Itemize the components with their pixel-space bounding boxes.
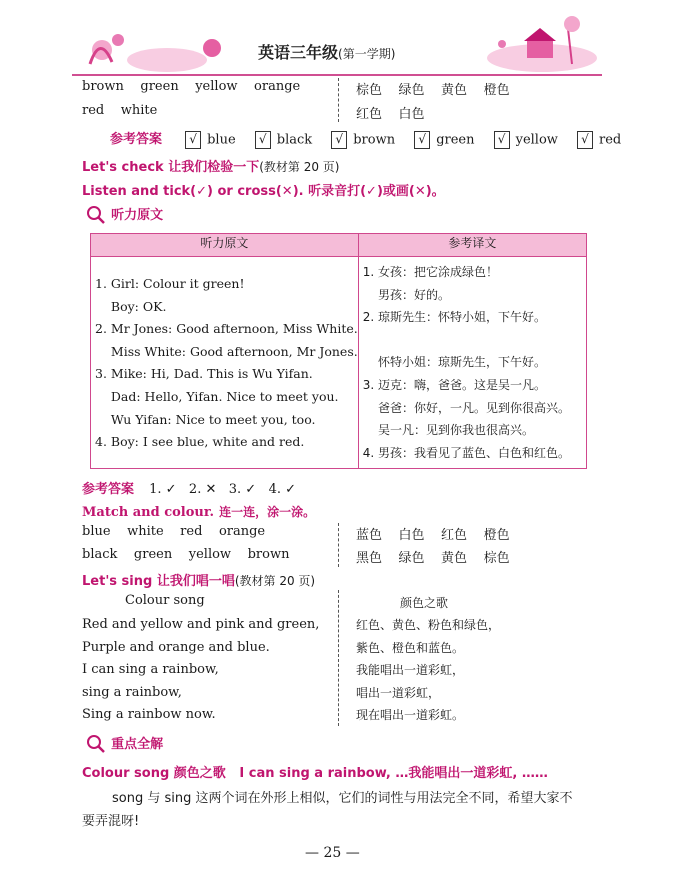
script-line: 1. Girl: Colour it green! [95,276,245,291]
keypoints-heading: Colour song 颜色之歌 I can sing a rainbow, …我能唱出一道彩虹, …… [82,766,548,781]
lyric-line: 唱出一道彩虹， [356,685,441,700]
song-title-en: Colour song [125,593,205,608]
match-row1-en: blue white red orange [82,524,266,539]
lyric-line: Sing a rainbow now. [82,707,216,723]
book-term: (第一学期) [338,47,396,61]
script-line: Wu Yifan: Nice to meet you, too. [95,411,316,427]
song-divider [338,590,339,726]
check-box: √ [255,131,271,149]
check-heading: Let's check 让我们检验一下(教材第 20 页) [82,160,340,175]
song-lyrics-cn [356,614,500,727]
listening-table [90,233,587,469]
match-divider [338,523,339,567]
page-number: — 25 — [305,845,360,861]
col-header-left: 听力原文 [91,234,359,257]
answer2-label: 参考答案 [82,482,135,497]
answer-item: √ green [414,131,474,149]
listening-badge: 听力原文 [86,204,163,225]
script-line: Boy: OK. [95,298,167,314]
answer-item: √ brown [331,131,395,149]
check-box: √ [494,131,510,149]
match-row1-cn: 蓝色 白色 红色 橙色 [356,528,510,543]
match-row2-cn: 黑色 绿色 黄色 棕色 [356,551,510,566]
lyric-line: 我能唱出一道彩虹， [356,663,465,678]
match-heading: Match and colour. 连一连，涂一涂。 [82,505,316,520]
magnifier-icon [86,734,106,754]
script-line: 4. Boy: I see blue, white and red. [95,434,305,450]
vocab-divider [338,78,339,122]
keypoints-para1: song 与 sing 这两个词在外形上相似，它们的词性与用法完全不同，希望大家不 [112,791,573,806]
magnifier-icon [86,205,106,225]
translation-line: 爸爸：你好，一凡。见到你很高兴。 [362,400,570,415]
check-instruction: Listen and tick(✓) or cross(✕). 听录音打(✓)或画(✕)。 [82,184,445,199]
script-line: 3. Mike: Hi, Dad. This is Wu Yifan. [95,366,313,382]
lyric-line: I can sing a rainbow, [82,662,219,678]
answer-item: √ yellow [494,131,558,149]
vocab-row2-en: red white [82,103,158,118]
translation-line: 吴一凡：见到你我也很高兴。 [362,423,534,438]
vocab-row1-en: brown green yellow orange [82,79,301,94]
match-row2-en: black green yellow brown [82,547,290,562]
answer-item: √ blue [185,131,236,149]
script-line: 2. Mr Jones: Good afternoon, Miss White. [95,321,358,337]
answer1-row [110,128,635,149]
translation-line: 怀特小姐：琼斯先生，下午好。 [362,355,546,370]
vocab-row1-cn: 棕色 绿色 黄色 橙色 [356,83,510,98]
song-title-cn: 颜色之歌 [400,596,449,610]
lyric-line: Red and yellow and pink and green, [82,617,320,632]
lyric-line: 紫色、橙色和蓝色。 [356,640,465,655]
answer-item: √ black [255,131,312,149]
listening-left [91,257,359,469]
listening-right [358,257,586,469]
lyric-line: 红色、黄色、粉色和绿色， [356,618,501,632]
answer2-row [82,478,296,497]
answer1-label: 参考答案 [110,132,163,147]
sing-heading: Let's sing 让我们唱一唱(教材第 20 页) [82,574,316,589]
translation-line: 男孩：好的。 [362,287,450,302]
check-box: √ [185,131,201,149]
keypoints-badge: 重点全解 [86,733,163,754]
translation-line: 2. 琼斯先生：怀特小姐，下午好。 [362,310,546,325]
check-box: √ [577,131,593,149]
script-line: Dad: Hello, Yifan. Nice to meet you. [95,388,339,404]
translation-line: 4. 男孩：我看见了蓝色、白色和红色。 [362,445,570,460]
check-box: √ [414,131,430,149]
keypoints-para2: 要弄混呀! [82,814,140,829]
book-title: 英语三年级 [258,43,339,62]
translation-line [363,329,586,352]
lyric-line: Purple and orange and blue. [82,639,270,655]
answer2-text: 1. ✓ 2. ✕ 3. ✓ 4. ✓ [149,482,297,497]
answer-item: √ red [577,131,621,149]
script-line: Miss White: Good afternoon, Mr Jones. [95,343,358,359]
lyric-line: sing a rainbow, [82,684,182,700]
vocab-row2-cn: 红色 白色 [356,107,425,122]
translation-line: 3. 迈克：嗨，爸爸。这是吴一凡。 [362,377,546,392]
song-lyrics-en [82,614,319,727]
col-header-right: 参考译文 [358,234,586,257]
lyric-line: 现在唱出一道彩虹。 [356,708,465,723]
check-box: √ [331,131,347,149]
translation-line: 1. 女孩：把它涂成绿色！ [362,265,498,279]
header-title [258,40,395,63]
